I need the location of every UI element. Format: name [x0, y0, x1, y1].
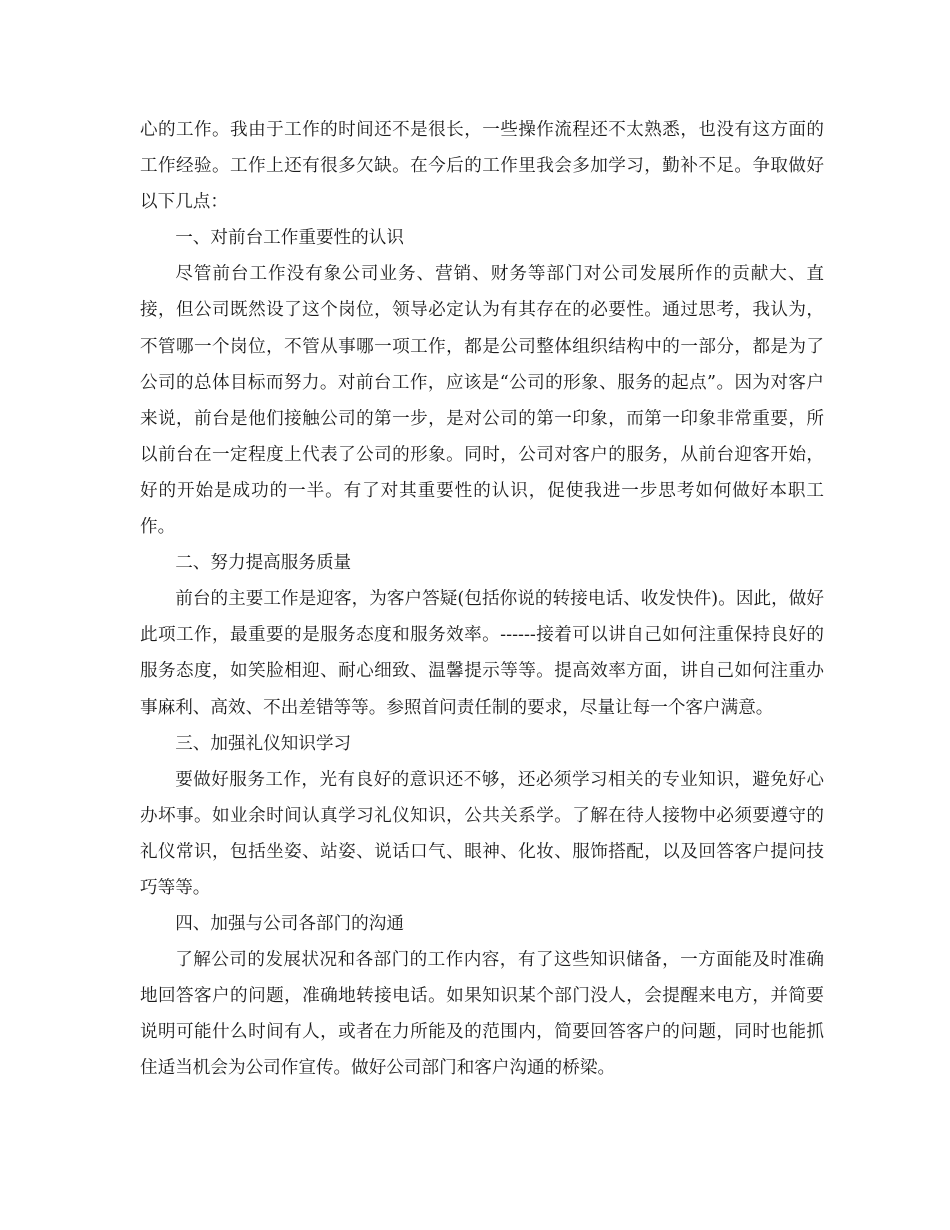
section-heading-4: 四、加强与公司各部门的沟通 [175, 914, 404, 935]
section-heading-1: 一、对前台工作重要性的认识 [175, 228, 404, 249]
section-body-2: 前台的主要工作是迎客，为客户答疑(包括你说的转接电话、收发快件)。因此，做好此项工作，最重要的是服务态度和服务效率。------接着可以讲自己如何注重保持良好的服务态度，如笑脸相迎、耐心细致、温馨提示等等。提高效率方面，讲自己如何注重办事麻利、高效、不出差错等等。参照首问责任制的要求，尽量让每一个客户满意。 [140, 589, 824, 718]
section-body-3: 要做好服务工作，光有良好的意识还不够，还必须学习相关的专业知识，避免好心办坏事。如业余时间认真学习礼仪知识，公共关系学。了解在待人接物中必须要遵守的礼仪常识，包括坐姿、站姿、说话口气、眼神、化妆、服饰搭配，以及回答客户提问技巧等等。 [140, 769, 824, 898]
section-body-1: 尽管前台工作没有象公司业务、营销、财务等部门对公司发展所作的贡献大、直接，但公司既然设了这个岗位，领导必定认为有其存在的必要性。通过思考，我认为，不管哪一个岗位，不管从事哪一项工作，都是公司整体组织结构中的一部分，都是为了公司的总体目标而努力。对前台工作，应该是“公司的形象、服务的起点”。因为对客户来说，前台是他们接触公司的第一步，是对公司的第一印象，而第一印象非常重要，所以前台在一定程度上代表了公司的形象。同时，公司对客户的服务，从前台迎客开始，好的开始是成功的一半。有了对其重要性的认识，促使我进一步思考如何做好本职工作。 [140, 264, 824, 538]
section-heading-2: 二、努力提高服务质量 [175, 553, 352, 574]
intro-paragraph: 心的工作。我由于工作的时间还不是很长，一些操作流程还不太熟悉，也没有这方面的工作经验。工作上还有很多欠缺。在今后的工作里我会多加学习，勤补不足。争取做好以下几点： [140, 120, 824, 213]
section-heading-3: 三、加强礼仪知识学习 [175, 733, 352, 754]
document-page [140, 112, 824, 1087]
section-body-4: 了解公司的发展状况和各部门的工作内容，有了这些知识储备，一方面能及时准确地回答客户的问题，准确地转接电话。如果知识某个部门没人，会提醒来电方，并简要说明可能什么时间有人，或者在力所能及的范围内，简要回答客户的问题，同时也能抓住适当机会为公司作宣传。做好公司部门和客户沟通的桥梁。 [140, 950, 824, 1079]
